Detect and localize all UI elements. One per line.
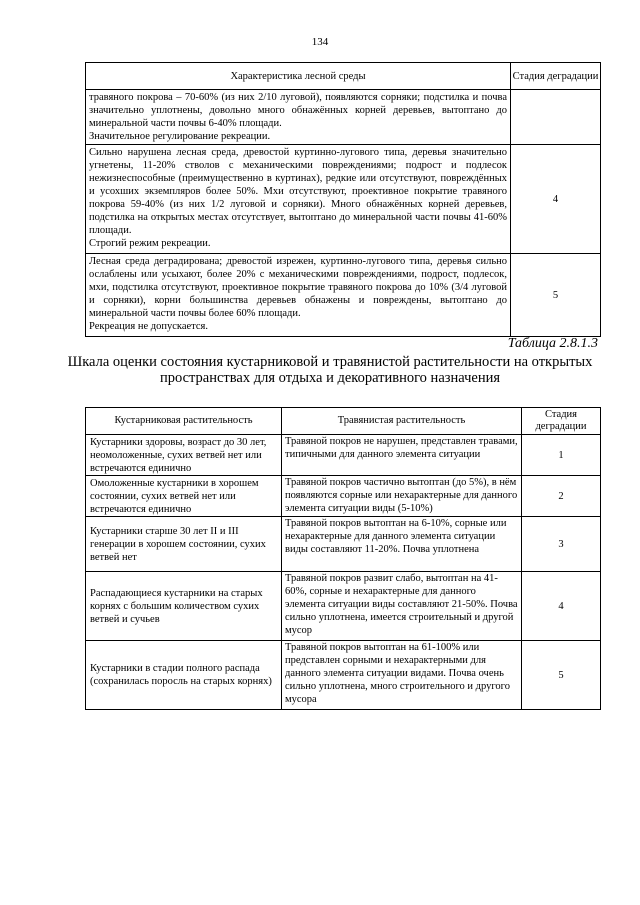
- table-row: [86, 572, 601, 641]
- table-caption: Таблица 2.8.1.3: [507, 336, 598, 351]
- header-characteristic: Характеристика лесной среды: [86, 63, 511, 90]
- header-grass: Травянистая растительность: [282, 408, 522, 435]
- table-row: [86, 254, 601, 337]
- shrub-cell: Омоложенные кустарники в хорошем состоянии, сухих ветвей нет или встречаются единично: [86, 476, 282, 517]
- table-row: [86, 476, 601, 517]
- table-title: Шкала оценки состояния кустарниковой и травянистой растительности на открытых пространствах для отдыха и декоративного назначения: [67, 354, 593, 386]
- recreation-note: Строгий режим рекреации.: [89, 238, 211, 249]
- shrub-cell: Распадающиеся кустарники на старых корнях с большим количеством сухих ветвей и сучьев: [86, 572, 282, 641]
- stage-cell: 5: [522, 641, 601, 710]
- table-row: [86, 517, 601, 572]
- header-stage: Стадия деградации: [522, 408, 601, 435]
- recreation-note: Значительное регулирование рекреации.: [89, 131, 271, 142]
- table-row: [86, 145, 601, 254]
- table-header-row: [86, 63, 601, 90]
- table-row: [86, 435, 601, 476]
- stage-cell: 5: [511, 254, 601, 337]
- characteristic-text: Сильно нарушена лесная среда, древостой куртинно-лугового типа, деревья значительно угнетены, 11-20% стволов с механическими повреждениями; подрост и подлесок нежизнеспособные (преимущественно в куртинах), редкие или отсутствуют, повреждённых и усохших экземпляров более 50%. Мхи отсутствуют, проективное покрытие травяного покрова 59-40% (из них 1/2 луговой и сорняки). Много обнажённых корней деревьев, подстилка на открытых местах отсутствует, вытоптано до минеральной части почвы 41-60% площади.: [89, 147, 507, 236]
- header-stage: Стадия деградации: [511, 63, 601, 90]
- characteristic-cell: [86, 90, 511, 145]
- stage-cell: 3: [522, 517, 601, 572]
- vegetation-scale-table: [85, 407, 601, 710]
- characteristic-cell: [86, 145, 511, 254]
- stage-cell: 4: [522, 572, 601, 641]
- characteristic-text: травяного покрова – 70-60% (из них 2/10 луговой), появляются сорняки; подстилка и почва значительно уплотнены, довольно много обнажённых корней деревьев, вытоптано до минеральной части почвы 6-40% площади.: [89, 92, 507, 129]
- stage-cell: [511, 90, 601, 145]
- shrub-cell: Кустарники старше 30 лет II и III генерации в хорошем состоянии, сухих ветвей нет: [86, 517, 282, 572]
- grass-cell: Травяной покров частично вытоптан (до 5%), в нём появляются сорные или нехарактерные для данного элемента ситуации виды (5-10%): [282, 476, 522, 517]
- header-shrub: Кустарниковая растительность: [86, 408, 282, 435]
- recreation-note: Рекреация не допускается.: [89, 321, 208, 332]
- forest-environment-table: [85, 62, 601, 337]
- grass-cell: Травяной покров вытоптан на 6-10%, сорные или нехарактерные для данного элемента ситуации виды составляют 11-20%. Почва уплотнена: [282, 517, 522, 572]
- table-row: [86, 641, 601, 710]
- stage-cell: 1: [522, 435, 601, 476]
- stage-cell: 4: [511, 145, 601, 254]
- characteristic-text: Лесная среда деградирована; древостой изрежен, куртинно-лугового типа, деревья сильно ослаблены или усыхают, более 20% с механическими повреждениями, подрост, подлесок, мхи, подстилка отсутствуют, проективное покрытие травяного покрова до 10% (3/4 луговой и сорняки), корни большинства деревьев обнажены и повреждены, вытоптано до минеральной части почвы более 60% площади.: [89, 256, 507, 319]
- grass-cell: Травяной покров развит слабо, вытоптан на 41-60%, сорные и нехарактерные для данного элемента ситуации виды составляют 21-50%. Почва сильно уплотнена, имеется строительный и другой мусор: [282, 572, 522, 641]
- grass-cell: Травяной покров вытоптан на 61-100% или представлен сорными и нехарактерными для данного элемента ситуации видами. Почва очень сильно уплотнена, много строительного и другого мусора: [282, 641, 522, 710]
- grass-cell: Травяной покров не нарушен, представлен травами, типичными для данного элемента ситуации: [282, 435, 522, 476]
- stage-cell: 2: [522, 476, 601, 517]
- table-header-row: [86, 408, 601, 435]
- page-number: 134: [311, 36, 329, 48]
- shrub-cell: Кустарники здоровы, возраст до 30 лет, неомоложенные, сухих ветвей нет или встречаются единично: [86, 435, 282, 476]
- characteristic-cell: [86, 254, 511, 337]
- table-row: [86, 90, 601, 145]
- shrub-cell: Кустарники в стадии полного распада (сохранилась поросль на старых корнях): [86, 641, 282, 710]
